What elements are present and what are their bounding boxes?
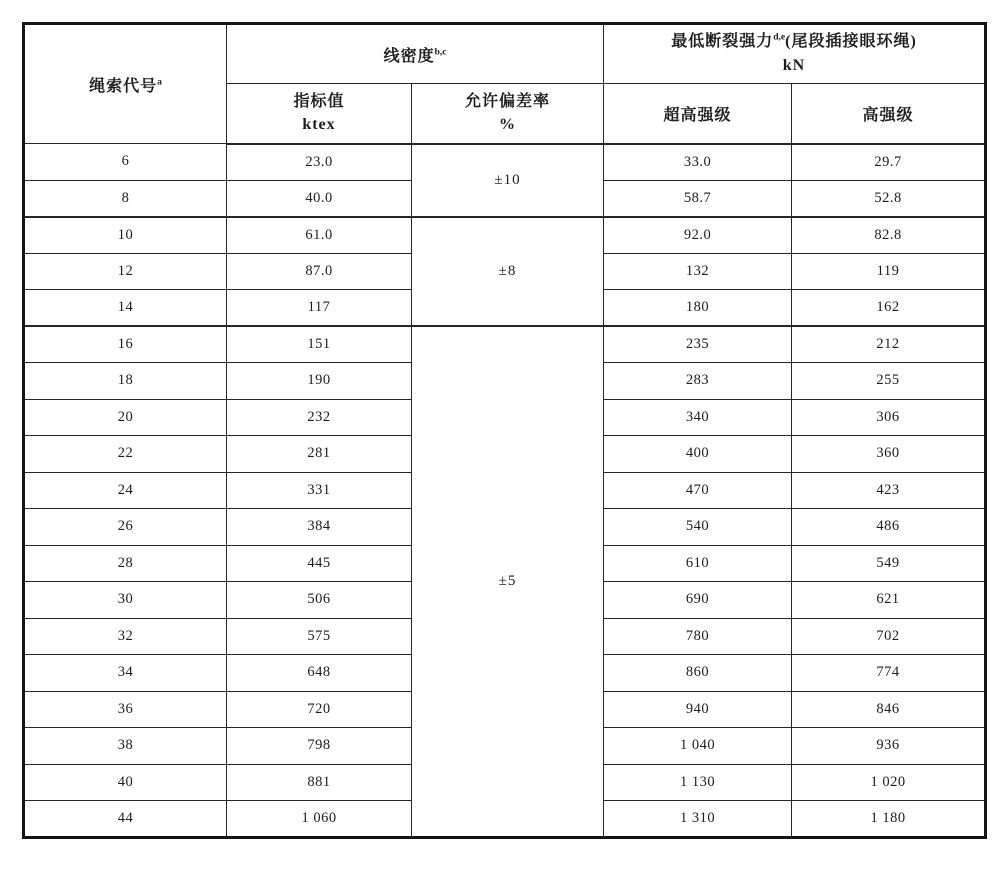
ktex-cell: 720 [227,691,412,728]
ultra-cell: 780 [604,618,792,655]
linear-density-label: 线密度 [383,47,435,65]
table-row [24,144,986,181]
rope-code-cell: 6 [24,144,227,181]
ktex-cell: 281 [227,436,412,473]
breaking-strength-footnote: d,e [773,33,786,44]
header-rope-code [24,24,227,144]
rope-code-cell: 26 [24,509,227,546]
ktex-cell: 445 [227,545,412,582]
rope-code-cell: 44 [24,801,227,838]
header-high-grade: 高强级 [792,84,986,144]
ultra-cell: 860 [604,655,792,692]
deviation-unit: % [499,116,516,134]
ultra-cell: 180 [604,290,792,327]
header-ultra-high-grade: 超高强级 [604,84,792,144]
ktex-cell: 331 [227,472,412,509]
rope-code-cell: 30 [24,582,227,619]
ktex-cell: 648 [227,655,412,692]
deviation-cell: ±8 [412,217,604,327]
high-cell: 82.8 [792,217,986,254]
high-cell: 52.8 [792,180,986,217]
breaking-strength-suffix: (尾段插接眼环绳) [785,33,917,51]
header-row-top [24,24,986,84]
rope-code-cell: 12 [24,253,227,290]
ktex-cell: 87.0 [227,253,412,290]
high-cell: 621 [792,582,986,619]
high-cell: 212 [792,326,986,363]
high-cell: 255 [792,363,986,400]
rope-code-cell: 36 [24,691,227,728]
table-row [24,326,986,363]
ultra-cell: 58.7 [604,180,792,217]
high-cell: 29.7 [792,144,986,181]
ultra-cell: 540 [604,509,792,546]
rope-code-cell: 14 [24,290,227,327]
ktex-cell: 117 [227,290,412,327]
high-cell: 360 [792,436,986,473]
ktex-cell: 151 [227,326,412,363]
ktex-cell: 61.0 [227,217,412,254]
linear-density-footnote: b,c [434,47,447,58]
breaking-strength-title: 最低断裂强力$^{d,e}$(尾段插接眼环绳) [671,33,917,51]
ktex-cell: 23.0 [227,144,412,181]
high-cell: 306 [792,399,986,436]
rope-code-cell: 38 [24,728,227,765]
high-cell: 549 [792,545,986,582]
ktex-cell: 506 [227,582,412,619]
high-cell: 702 [792,618,986,655]
header-deviation [412,84,604,144]
rope-code-cell: 22 [24,436,227,473]
ultra-cell: 610 [604,545,792,582]
rope-code-cell: 18 [24,363,227,400]
ultra-cell: 235 [604,326,792,363]
ultra-cell: 1 310 [604,801,792,838]
high-cell: 162 [792,290,986,327]
rope-code-cell: 24 [24,472,227,509]
index-value-label: 指标值 [293,92,345,110]
rope-code-cell: 16 [24,326,227,363]
ultra-cell: 400 [604,436,792,473]
high-cell: 1 020 [792,764,986,801]
ktex-cell: 798 [227,728,412,765]
rope-code-cell: 8 [24,180,227,217]
rope-code-cell: 34 [24,655,227,692]
ktex-cell: 232 [227,399,412,436]
rope-code-cell: 28 [24,545,227,582]
ultra-cell: 132 [604,253,792,290]
rope-code-cell: 20 [24,399,227,436]
ultra-cell: 283 [604,363,792,400]
breaking-strength-unit: kN [782,57,806,75]
high-cell: 486 [792,509,986,546]
ultra-cell: 92.0 [604,217,792,254]
ktex-cell: 190 [227,363,412,400]
rope-code-footnote: a [157,77,162,88]
high-cell: 1 180 [792,801,986,838]
high-cell: 119 [792,253,986,290]
ultra-cell: 470 [604,472,792,509]
index-value-unit: ktex [302,116,336,134]
deviation-label: 允许偏差率 [465,92,551,110]
table-row [24,217,986,254]
ultra-cell: 690 [604,582,792,619]
ktex-cell: 384 [227,509,412,546]
ktex-cell: 881 [227,764,412,801]
rope-spec-table [22,22,987,839]
ktex-cell: 575 [227,618,412,655]
ktex-cell: 1 060 [227,801,412,838]
rope-code-label: 绳索代号 [89,77,158,95]
ultra-cell: 1 040 [604,728,792,765]
high-cell: 936 [792,728,986,765]
rope-code-cell: 40 [24,764,227,801]
deviation-cell: ±5 [412,326,604,837]
high-cell: 423 [792,472,986,509]
rope-code-cell: 10 [24,217,227,254]
ktex-cell: 40.0 [227,180,412,217]
ultra-cell: 940 [604,691,792,728]
ultra-cell: 1 130 [604,764,792,801]
ultra-cell: 33.0 [604,144,792,181]
header-breaking-strength [604,24,986,84]
ultra-cell: 340 [604,399,792,436]
high-cell: 846 [792,691,986,728]
rope-code-cell: 32 [24,618,227,655]
high-cell: 774 [792,655,986,692]
header-index-value [227,84,412,144]
header-linear-density [227,24,604,84]
deviation-cell: ±10 [412,144,604,217]
